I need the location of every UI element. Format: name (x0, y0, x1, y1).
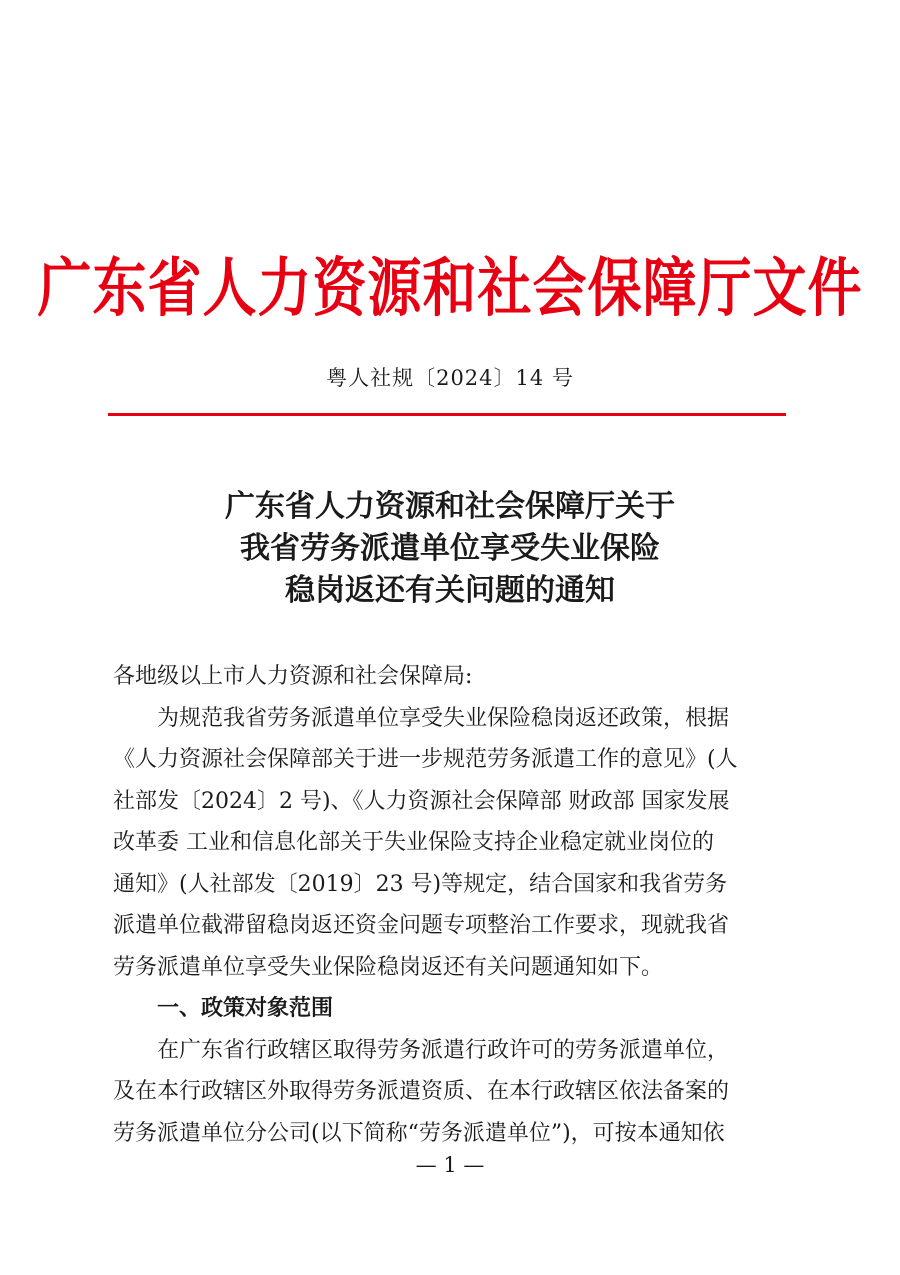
red-divider-line (108, 413, 786, 416)
paragraph-line: 为规范我省劳务派遣单位享受失业保险稳岗返还政策，根据 (157, 705, 730, 731)
title-line: 广东省人力资源和社会保障厅关于 (225, 489, 675, 524)
paragraph-line: 改革委 工业和信息化部关于失业保险支持企业稳定就业岗位的 (113, 830, 714, 855)
paragraph-line: 《人力资源社会保障部关于进一步规范劳务派遣工作的意见》(人 (113, 747, 738, 772)
paragraph-line: 在广东省行政辖区取得劳务派遣行政许可的劳务派遣单位， (157, 1037, 730, 1063)
paragraph-line: 及在本行政辖区外取得劳务派遣资质、在本行政辖区依法备案的 (113, 1079, 730, 1104)
paragraph-line: 通知》(人社部发〔2019〕23 号)等规定，结合国家和我省劳务 (113, 871, 728, 897)
paragraph-line: 社部发〔2024〕2 号)、《人力资源社会保障部 财政部 国家发展 (113, 788, 730, 814)
body-text (113, 656, 795, 1154)
title-line: 我省劳务派遣单位享受失业保险 (240, 531, 660, 566)
section-heading: 一、政策对象范围 (157, 996, 334, 1021)
paragraph-line: 劳务派遣单位分公司(以下简称“劳务派遣单位”)，可按本通知依 (113, 1120, 725, 1146)
masthead-title: 广东省人力资源和社会保障厅文件 (37, 250, 863, 326)
paragraph-line: 派遣单位截滞留稳岗返还资金问题专项整治工作要求，现就我省 (113, 913, 730, 938)
notice-title (0, 486, 900, 612)
paragraph-line: 劳务派遣单位享受失业保险稳岗返还有关问题通知如下。 (113, 954, 664, 980)
page-number: — 1 — (415, 1153, 485, 1177)
salutation: 各地级以上市人力资源和社会保障局: (113, 664, 473, 689)
title-line: 稳岗返还有关问题的通知 (285, 573, 615, 608)
document-number: 粤人社规〔2024〕14 号 (326, 366, 574, 390)
